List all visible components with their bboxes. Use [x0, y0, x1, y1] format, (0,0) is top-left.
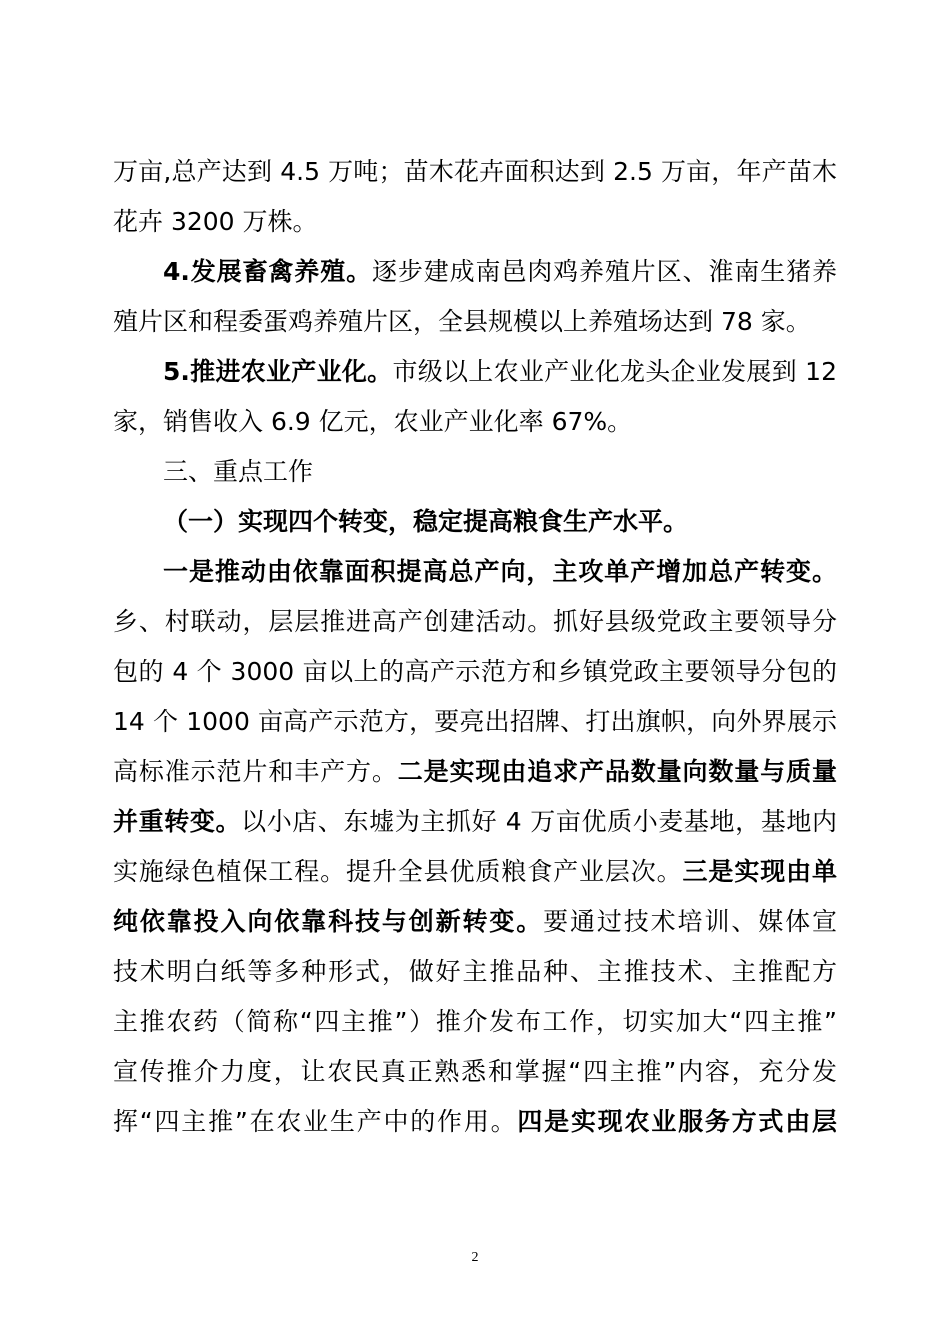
body-text: 花卉 3200 万株。	[113, 207, 318, 236]
body-text: 市级以上农业产业化龙头企业发展到 12	[392, 357, 837, 386]
text-line	[113, 797, 837, 847]
text-line	[113, 347, 837, 397]
bold-heading-text: 4.发展畜禽养殖。	[163, 257, 372, 286]
bold-heading-text: 并重转变。	[113, 807, 242, 836]
section-heading-text: 三、重点工作	[163, 457, 314, 486]
text-line	[113, 247, 837, 297]
body-text: 逐步建成南邑肉鸡养殖片区、淮南生猪养	[371, 257, 837, 286]
page-number: 2	[471, 1250, 479, 1265]
text-line	[113, 847, 837, 897]
text-line	[113, 647, 837, 697]
body-text: 技术明白纸等多种形式，做好主推品种、主推技术、主推配方	[113, 957, 837, 986]
bold-heading-text: 一是推动由依靠面积提高总产向，主攻单产增加总产转变。	[163, 557, 837, 586]
body-text: 14 个 1000 亩高产示范方，要亮出招牌、打出旗帜，向外界展示	[113, 707, 837, 736]
bold-heading-text: 三是实现由单	[682, 857, 837, 886]
body-text: 宣传推介力度，让农民真正熟悉和掌握“四主推”内容，充分发	[113, 1057, 837, 1086]
text-line	[113, 697, 837, 747]
text-line	[113, 1047, 837, 1097]
body-text: 殖片区和程委蛋鸡养殖片区，全县规模以上养殖场达到 78 家。	[113, 307, 811, 336]
bold-heading-text: 四是实现农业服务方式由层	[517, 1107, 837, 1136]
body-text: 主推农药（简称“四主推”）推介发布工作，切实加大“四主推”	[113, 1007, 837, 1036]
text-line	[113, 1097, 837, 1147]
text-line	[113, 997, 837, 1047]
bold-heading-text: 二是实现由追求产品数量向数量与质量	[397, 757, 837, 786]
body-text: 万亩,总产达到 4.5 万吨；苗木花卉面积达到 2.5 万亩，年产苗木	[113, 157, 837, 186]
text-line	[113, 947, 837, 997]
text-line	[113, 297, 837, 347]
body-text: 高标准示范片和丰产方。	[113, 757, 398, 786]
subsection-heading-text: （一）实现四个转变，稳定提高粮食生产水平。	[163, 507, 689, 536]
text-line	[113, 197, 837, 247]
text-line	[113, 747, 837, 797]
subsection-heading	[113, 497, 837, 547]
body-text: 以小店、东墟为主抓好 4 万亩优质小麦基地，基地内	[241, 807, 837, 836]
bold-heading-text: 5.推进农业产业化。	[163, 357, 393, 386]
document-body	[113, 147, 837, 1147]
body-text: 实施绿色植保工程。提升全县优质粮食产业层次。	[113, 857, 683, 886]
section-heading	[113, 447, 837, 497]
body-text: 要通过技术培训、媒体宣	[543, 907, 837, 936]
text-line	[113, 597, 837, 647]
body-text: 家，销售收入 6.9 亿元，农业产业化率 67%。	[113, 407, 633, 436]
body-text: 包的 4 个 3000 亩以上的高产示范方和乡镇党政主要领导分包的	[113, 657, 837, 686]
text-line	[113, 147, 837, 197]
text-line	[113, 897, 837, 947]
text-line	[113, 547, 837, 597]
body-text: 乡、村联动，层层推进高产创建活动。抓好县级党政主要领导分	[113, 607, 837, 636]
text-line	[113, 397, 837, 447]
body-text: 挥“四主推”在农业生产中的作用。	[113, 1107, 518, 1136]
bold-heading-text: 纯依靠投入向依靠科技与创新转变。	[113, 907, 544, 936]
